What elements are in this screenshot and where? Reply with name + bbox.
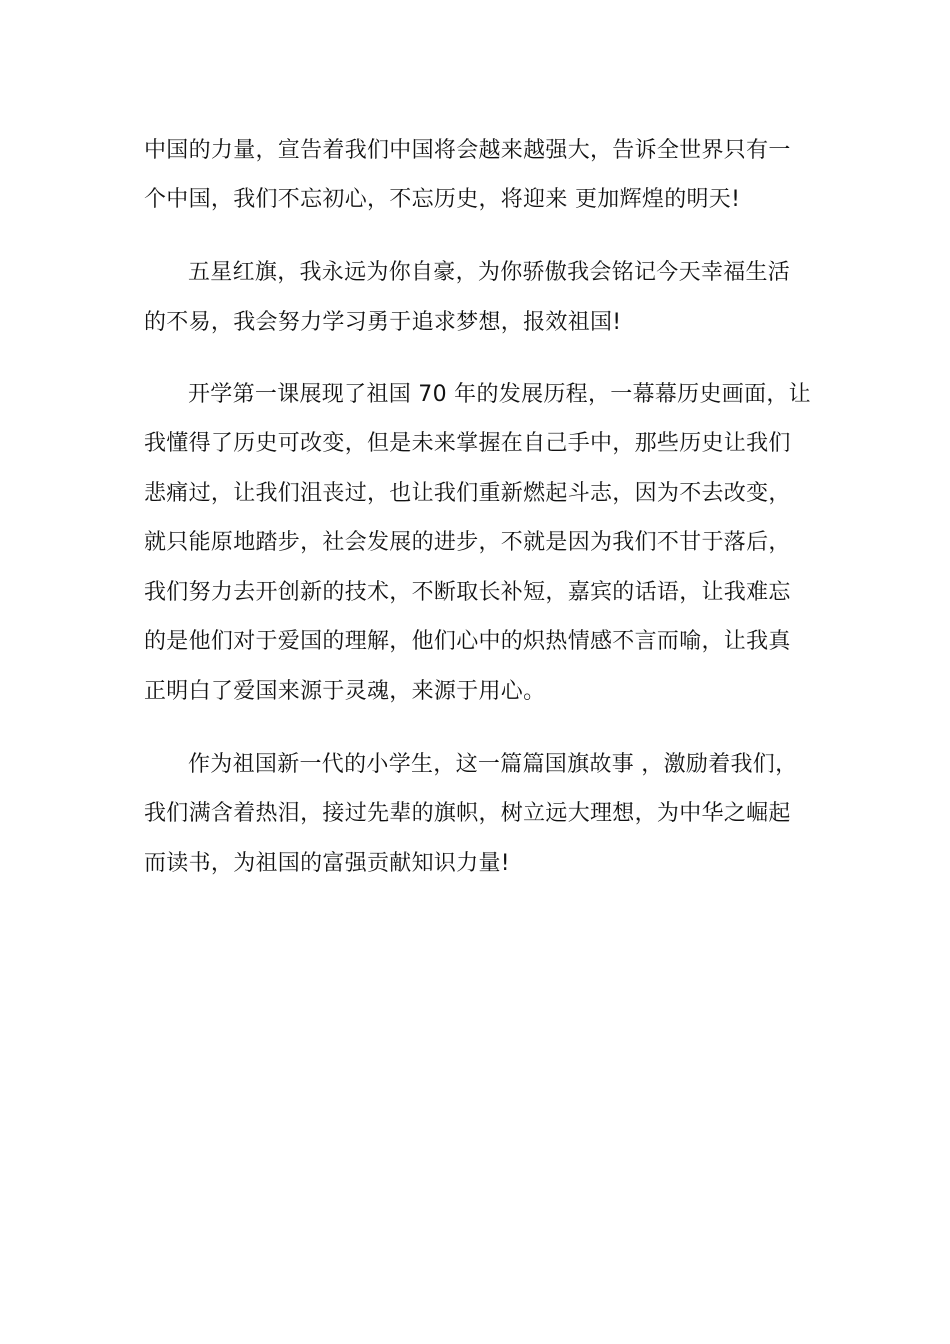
paragraph-line: 悲痛过，让我们沮丧过，也让我们重新燃起斗志，因为不去改变， (144, 481, 791, 506)
paragraph-line: 我懂得了历史可改变，但是未来掌握在自己手中，那些历史让我们 (144, 431, 791, 456)
paragraph-line: 就只能原地踏步，社会发展的进步，不就是因为我们不甘于落后， (144, 530, 791, 555)
paragraph-line: 作为祖国新一代的小学生，这一篇篇国旗故事 ，激励着我们， (188, 752, 798, 777)
paragraph-line: 五星红旗，我永远为你自豪，为你骄傲我会铭记今天幸福生活 (188, 260, 791, 285)
paragraph-line: 中国的力量，宣告着我们中国将会越来越强大，告诉全世界只有一 (144, 138, 791, 163)
paragraph-line: 个中国，我们不忘初心，不忘历史，将迎来 更加辉煌的明天! (144, 187, 741, 212)
paragraph-line: 而读书，为祖国的富强贡献知识力量! (144, 851, 510, 876)
paragraph-line: 正明白了爱国来源于灵魂，来源于用心。 (144, 679, 546, 704)
paragraph-line: 的不易，我会努力学习勇于追求梦想，报效祖国! (144, 310, 622, 335)
paragraph-line: 的是他们对于爱国的理解，他们心中的炽热情感不言而喻，让我真 (144, 629, 791, 654)
paragraph-line: 我们满含着热泪，接过先辈的旗帜，树立远大理想，为中华之崛起 (144, 801, 791, 826)
paragraph-line: 开学第一课展现了祖国 70 年的发展历程，一幕幕历史画面，让 (188, 382, 811, 407)
paragraph-line: 我们努力去开创新的技术，不断取长补短，嘉宾的话语，让我难忘 (144, 580, 791, 605)
